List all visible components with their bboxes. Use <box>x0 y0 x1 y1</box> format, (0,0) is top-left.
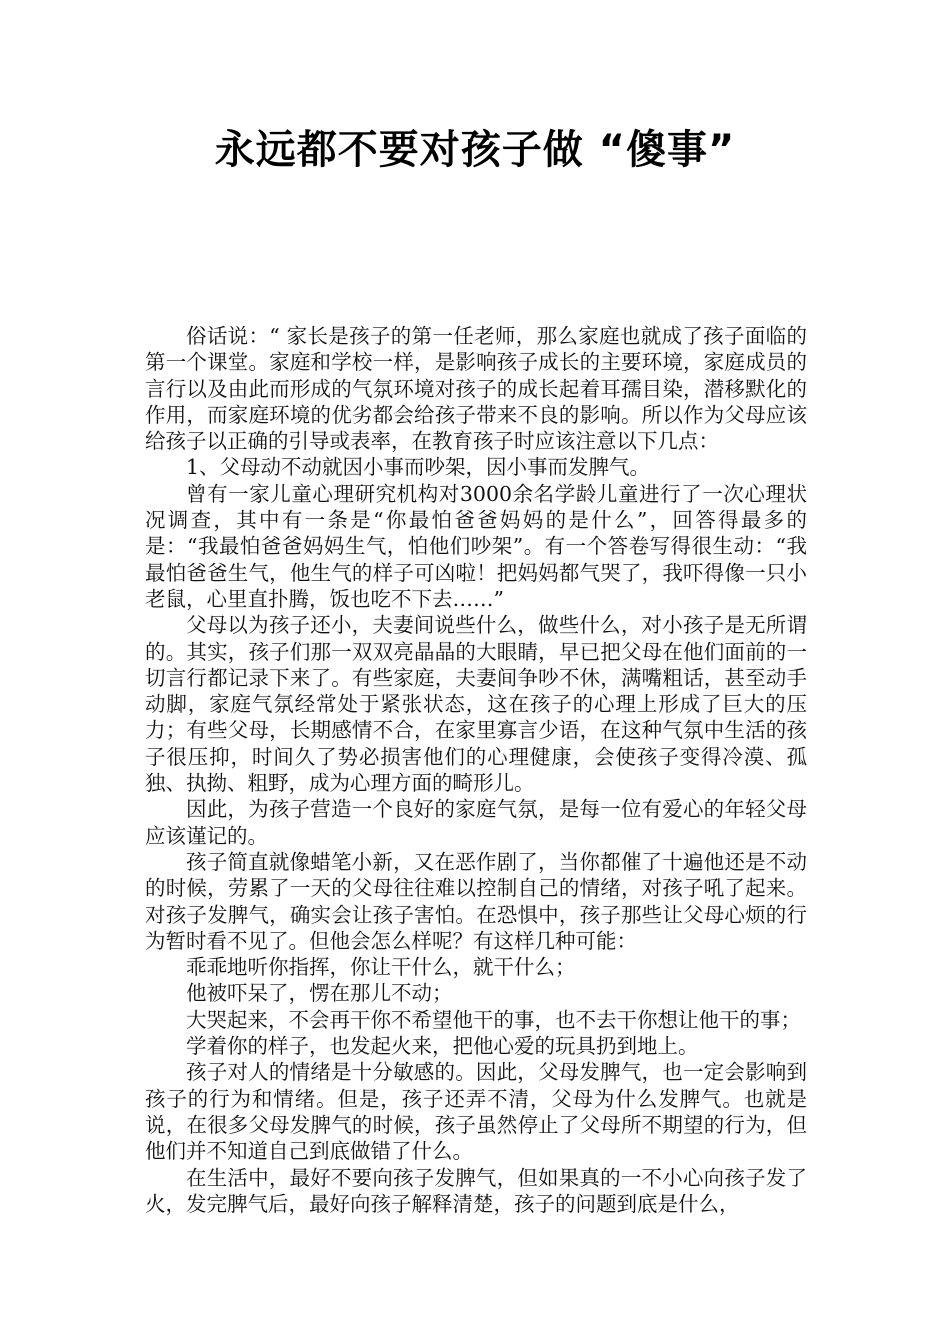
paragraph: 在生活中，最好不要向孩子发脾气，但如果真的一不小心向孩子发了火，发完脾气后，最好向孩子解释清楚，孩子的问题到底是什么， <box>145 1165 807 1216</box>
paragraph: 他被吓呆了，愣在那儿不动； <box>186 981 453 1006</box>
paragraph: 孩子简直就像蜡笔小新，又在恶作剧了，当你都催了十遍他还是不动的时候，劳累了一天的父母往往难以控制自己的情绪，对孩子吼了起来。对孩子发脾气，确实会让孩子害怕。在恐惧中，孩子那些让父母心烦的行为暂时看不见了。但他会怎么样呢？有这样几种可能： <box>145 849 807 953</box>
paragraph: 学着你的样子，也发起火来，把他心爱的玩具扔到地上。 <box>186 1034 699 1059</box>
paragraph: 父母以为孩子还小，夫妻间说些什么，做些什么，对小孩子是无所谓的。其实，孩子们那一双双亮晶晶的大眼睛，早已把父母在他们面前的一切言行都记录下来了。有些家庭，夫妻间争吵不休，满嘴粗话，甚至动手动脚，家庭气氛经常处于紧张状态，这在孩子的心理上形成了巨大的压力；有些父母，长期感情不合，在家里寡言少语，在这种气氛中生活的孩子很压抑，时间久了势必损害他们的心理健康，会使孩子变得冷漠、孤独、执拗、粗野，成为心理方面的畸形儿。 <box>145 613 807 796</box>
paragraph: 孩子对人的情绪是十分敏感的。因此，父母发脾气，也一定会影响到孩子的行为和情绪。但是，孩子还弄不清，父母为什么发脾气。也就是说，在很多父母发脾气的时候，孩子虽然停止了父母所不期望的行为，但他们并不知道自己到底做错了什么。 <box>145 1060 807 1164</box>
paragraph: 1、父母动不动就因小事而吵架，因小事而发脾气。 <box>186 455 651 480</box>
document-body <box>145 323 807 1217</box>
document-title: 永远都不要对孩子做 “傻事” <box>214 127 736 173</box>
paragraph: 乖乖地听你指挥，你让干什么，就干什么； <box>186 955 576 980</box>
paragraph: 俗话说：“ 家长是孩子的第一任老师，那么家庭也就成了孩子面临的第一个课堂。家庭和学校一样，是影响孩子成长的主要环境，家庭成员的言行以及由此而形成的气氛环境对孩子的成长起着耳孺目染，潜移默化的作用，而家庭环境的优劣都会给孩子带来不良的影响。所以作为父母应该给孩子以正确的引导或表率，在教育孩子时应该注意以下几点： <box>145 324 807 454</box>
paragraph: 大哭起来，不会再干你不希望他干的事，也不去干你想让他干的事； <box>186 1007 801 1032</box>
paragraph: 曾有一家儿童心理研究机构对3000余名学龄儿童进行了一次心理状况调查，其中有一条是“你最怕爸爸妈妈的是什么”，回答得最多的是：“我最怕爸爸妈妈生气，怕他们吵架”。有一个答卷写得很生动：“我最怕爸爸生气，他生气的样子可凶啦！把妈妈都气哭了，我吓得像一只小老鼠，心里直扑腾，饭也吃不下去……” <box>145 481 807 611</box>
paragraph: 因此，为孩子营造一个良好的家庭气氛，是每一位有爱心的年轻父母应该谨记的。 <box>145 797 807 848</box>
